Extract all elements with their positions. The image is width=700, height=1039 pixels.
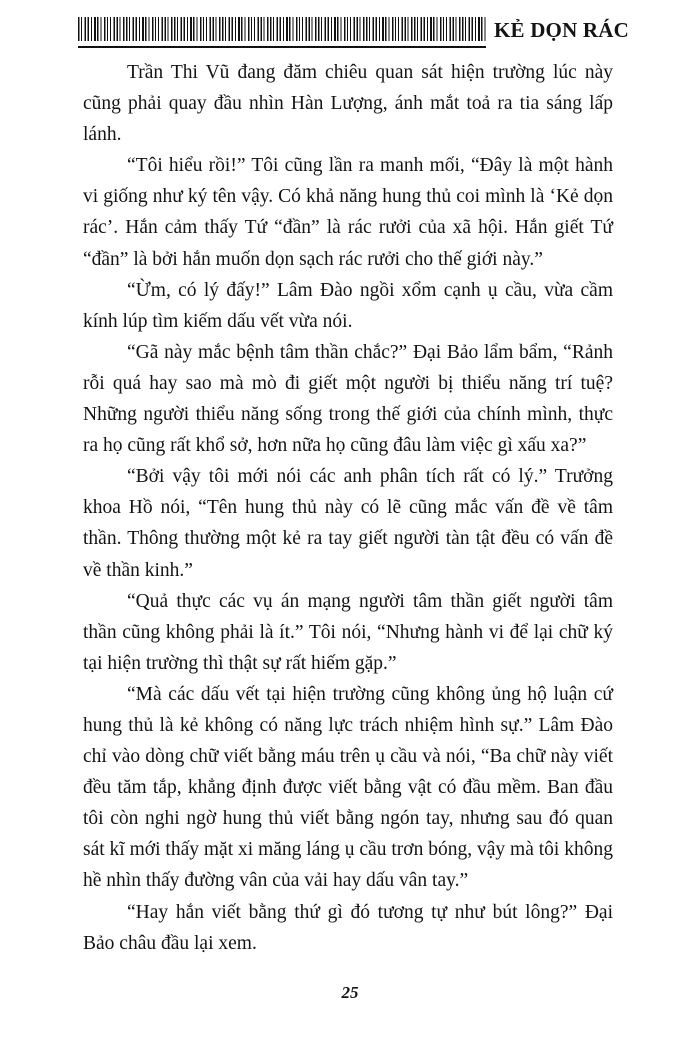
- page-number: 25: [341, 983, 359, 1002]
- paragraph: “Ừm, có lý đấy!” Lâm Đào ngồi xổm cạnh ụ cầu, vừa cầm kính lúp tìm kiếm dấu vết vừa nói.: [83, 279, 613, 332]
- header-rule: [78, 46, 486, 48]
- paragraph: Trần Thi Vũ đang đăm chiêu quan sát hiện trường lúc này cũng phải quay đầu nhìn Hàn Lượng, ánh mắt toả ra tia sáng lấp lánh.: [83, 62, 613, 146]
- running-header: [78, 13, 630, 51]
- paragraph: “Mà các dấu vết tại hiện trường cũng không ủng hộ luận cứ hung thủ là kẻ không có năng lực trách nhiệm hình sự.” Lâm Đào chỉ vào dòng chữ viết bằng máu trên ụ cầu và nói, “Ba chữ này viết đều tăm tắp, khẳng định được viết bằng vật có đầu mềm. Ban đầu tôi còn nghi ngờ hung thủ viết bằng ngón tay, nhưng sau đó quan sát kĩ mới thấy mặt xi măng láng ụ cầu trơn bóng, vậy mà tôi không hề nhìn thấy đường vân của vải hay dấu vân tay.”: [83, 683, 613, 892]
- book-title: KẺ DỌN RÁC: [494, 18, 630, 42]
- paragraph: “Bởi vậy tôi mới nói các anh phân tích rất có lý.” Trưởng khoa Hồ nói, “Tên hung thủ này có lẽ cũng mắc vấn đề về tâm thần. Thông thường một kẻ ra tay giết người tàn tật đều có vấn đề về thần kinh.”: [83, 466, 613, 581]
- paragraph: “Hay hắn viết bằng thứ gì đó tương tự như bút lông?” Đại Bảo châu đầu lại xem.: [83, 901, 613, 954]
- paragraph: “Gã này mắc bệnh tâm thần chắc?” Đại Bảo lẩm bẩm, “Rảnh rỗi quá hay sao mà mò đi giết một người bị thiểu năng trí tuệ? Những người thiểu năng sống trong thế giới của chính mình, thực ra họ cũng rất khổ sở, hơn nữa họ cũng đâu làm việc gì xấu xa?”: [83, 341, 613, 457]
- page-body: [83, 57, 613, 959]
- header-ornament: [78, 17, 486, 41]
- paragraph: “Quả thực các vụ án mạng người tâm thần giết người tâm thần cũng không phải là ít.” Tôi nói, “Nhưng hành vi để lại chữ ký tại hiện trường thì thật sự rất hiếm gặp.”: [83, 590, 613, 674]
- paragraph: “Tôi hiểu rồi!” Tôi cũng lần ra manh mối, “Đây là một hành vi giống như ký tên vậy. Có khả năng hung thủ coi mình là ‘Kẻ dọn rác’. Hắn cảm thấy Tứ “đần” là rác rưởi của xã hội. Hắn giết Tứ “đần” là bởi hắn muốn dọn sạch rác rưởi cho thế giới này.”: [83, 155, 613, 270]
